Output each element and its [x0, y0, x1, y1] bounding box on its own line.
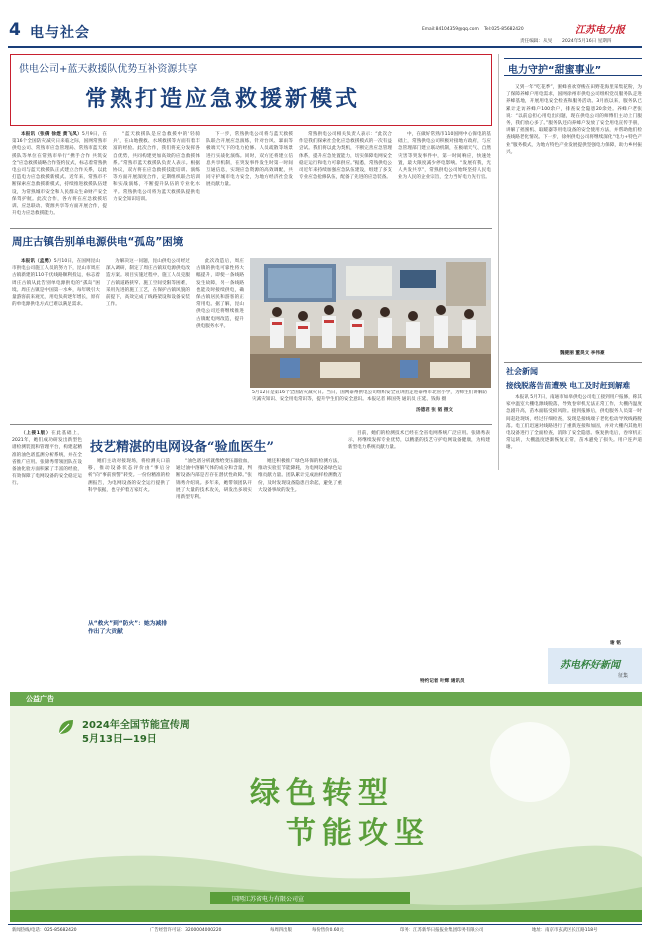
public-ad-label: 公益广告	[26, 695, 54, 703]
public-ad-slogan-2: 节能攻坚	[286, 816, 430, 851]
footer-price: 每份售价0.60元	[312, 928, 344, 933]
section-divider-2	[10, 424, 492, 425]
feature-subheading: 从“救火”到“防火”：她为减排作出了大贡献	[88, 621, 168, 635]
classroom-photo-image	[250, 258, 491, 388]
story2-col1-text: 5月10日，在国网昆山市供电公司施工人员的努力下，昆山市周庄古镇新建的110千伏线路顺利投运，标志着周庄古镇从此告别单电源供电的“孤岛”困境。周庄古镇是中国第一水乡，每年吸引大量游客前来观光，用电负荷逐年增长，原有的单电源供电方式已难以满足需求。	[12, 259, 100, 308]
small-ad-sub: 征集	[618, 673, 629, 679]
footer-address: 地址：南京市玄武区长江路118号	[532, 928, 598, 933]
feature-col2: 她们主动对接现场，将检测关口前移，推动设备状态评价由“事后分析”向“事前预警”转变。一份份精准的检测报告，为电网设备的安全运行提供了科学依据，也守护着万家灯火。	[88, 459, 170, 493]
footer-rule	[8, 924, 642, 925]
public-ad-slogan-1: 绿色转型	[250, 776, 394, 811]
story2-col1	[12, 258, 100, 366]
social-news-byline: 谢 铭	[610, 641, 621, 646]
feature-credit: 特约记者 叶辉 通讯员	[420, 679, 465, 684]
feature-col5: 目前，她们的检测技术已经在全省电网系统广泛应用。张锦秀表示，将继续发挥专业优势，以精湛的技艺守护电网设备健康，为构建新型电力系统贡献力量。	[348, 431, 490, 451]
social-news-label: 社会新闻	[506, 367, 538, 376]
lead-headline: 常熟打造应急救援新模式	[85, 86, 361, 112]
lead-byline: 本报讯（张倩 徐煜 黄飞凤）	[21, 132, 82, 137]
news-photo-classroom	[250, 258, 491, 388]
header-editor: 责任编辑：从旻	[520, 39, 553, 44]
public-ad	[10, 692, 642, 922]
photo-caption: 5月12日是第16个全国防灾减灾日。当日，国网泰州供电公司组织安全宣讲团走进泰州市北管小学，为师生们讲解防灾减灾知识、安全用电常识等，提升学生们的安全意识。本报记者 韩国英 通讯员 庄延、钱海 摄	[252, 390, 488, 402]
column-divider	[498, 54, 499, 470]
sidebar-headline: 电力守护“甜蜜事业”	[508, 65, 602, 76]
story2-col2: 为解决这一问题，昆山供电公司经过深入调研，制定了周庄古镇双电源供电改造方案。项目实施过程中，施工人员克服了古镇道路狭窄、施工空间受限等困难，采用先进的施工工艺，在保护古镇风貌的前提下，高效完成了线路架设和设备安装工作。	[106, 259, 190, 308]
lead-col1-text: 5月9日，在第16个全国防灾减灾日来临之际，国网常熟市供电公司、常熟市应急管理局、常熟市蓝天救援队等单位在常熟市举行“携手合作 共筑安全”应急救援战略合作签约仪式，标志着常熟供电公司与蓝天救援队正式建立合作关系，以此打造电力应急救援新模式。近年来，常熟市不断探索应急救援新模式，持续推进救援队伍建设，为常熟城市安全和人民群众生命财产安全保驾护航。此次合作，各方将在应急救援培训、应急联动、资源共享等方面开展合作，提升电力应急救援能力。	[12, 132, 107, 217]
small-ad-text: 苏电杯好新闻	[560, 660, 620, 671]
sidebar-text: 又到一年“吃花季”，蜜蜂喜欢穿梭在田野花海里采集花粉，为了保障养蜂户用电需求，国网徐州市供电公司组织党员服务队走进养蜂基地，开展用电安全检查和服务活动。3月底以来，服务队已累计走访养蜂户100余户，排查安全隐患20余处。养蜂户老张说：“以前总担心用电出问题，现在供电公司的师傅们主动上门服务，我们放心多了。”服务队还向养蜂户发放了安全用电宣传手册，讲解了摇蜜机、取暖器等用电设备的安全使用方法，并帮助他们检查线路老化情况。下一步，徐州供电公司将继续深化“电力+特色产业”服务模式，为地方特色产业发展提供坚强电力保障，助力乡村振兴。	[506, 85, 642, 155]
feature-col3: “油色谱分析就像给变压器验血，通过油中溶解气体的成分和含量，判断设备内部是否存在潜伏性故障。”张锦秀介绍说。多年来，她带领团队开展了大量的技术攻关，研发出多项实用新型专利。	[176, 459, 252, 501]
story2-byline: 本报讯（孟勇）	[21, 259, 54, 264]
feature-col4: 她还积极推广绿色环保的检测方法，推动实验室节能降耗，为电网设备绿色运维贡献力量。团队累计完成油样检测数万份，及时发现设备隐患百余起，避免了重大设备事故的发生。	[258, 459, 342, 493]
feature-headline: 技艺精湛的电网设备“验血医生”	[90, 440, 274, 455]
lead-kicker: 供电公司+蓝天救援队优势互补资源共享	[19, 64, 198, 75]
section-title: 电与社会	[30, 25, 90, 41]
header-date: 2024年5月16日 星期四	[562, 39, 612, 44]
footer-issue: 每周四出版	[270, 928, 292, 933]
public-ad-sponsor: 国网江苏省电力有限公司宣	[232, 896, 305, 903]
section-divider	[10, 228, 492, 229]
sidebar-byline: 魏健丽 董昊文 李伟豪	[560, 351, 605, 356]
lead-col3: 下一步，常熟供电公司将与蓝天救援队联合开展应急演练，针对台风、暴雨等极端天气下的电力抢修、人员疏散等场景进行实战化演练。同时，双方还将建立信息共享机制，在突发事件发生时第一时间互通信息，实现应急资源的高效调配，共同守护城市电力安全，为地方经济社会发展贡献力量。	[206, 132, 293, 188]
story2-headline: 周庄古镇告别单电源供电“孤岛”困境	[12, 236, 184, 248]
footer-dept: 新闻热线/电话：025-85682420	[12, 928, 77, 933]
public-ad-label-bar	[10, 692, 642, 706]
header-email: Email:84104359@qq.com	[422, 27, 479, 32]
feature-col1	[12, 430, 82, 686]
public-ad-title: 2024年全国节能宣传周	[82, 720, 190, 731]
sidebar-divider	[504, 362, 642, 363]
header-tel: Tel:025-85682420	[484, 27, 524, 32]
page-number: 4	[9, 20, 21, 40]
social-news-text: 本报讯 5月7日，南通市如皋供电公司电工接到用户报修，称其家中温室大棚电源线脱落，导致卷帘机无法正常工作，大棚内温度急剧升高，苗木面临受损风险。接到报修后，供电服务人员第一时间赶赴现场，经过仔细检查，发现是接线端子老化松动导致线路脱落。电工们迅速对线路进行了重新连接和加固，并对大棚内其他用电设备进行了全面检查，消除了安全隐患。恢复供电后，卷帘机正常运转，大棚温度逐渐恢复正常，苗木避免了损失。用户连声道谢。	[506, 395, 642, 451]
photo-credit: 汤德君 张 韬 摄文	[416, 408, 453, 413]
lead-col2: “蓝天救援队是应急救援中的‘轻骑兵’，在山地搜救、水域救援等方面有着丰富的经验。此次合作，我们将充分发挥各自优势，共同构建更加高效的应急救援体系。”常熟市蓝天救援队负责人表示。根据协议，双方将在应急救援技能培训、演练等方面开展深度合作，定期组织联合培训和实战演练，不断提升队伍的专业化水平。常熟供电公司将为蓝天救援队提供电力安全知识培训。	[113, 132, 200, 202]
story2-col3: 此次改造后，周庄古镇的供电可靠性将大幅提升，即使一条线路发生故障，另一条线路也能及时接续供电，确保古镇居民和游客的正常用电。据了解，昆山供电公司还将继续推进古镇配电网改造，提升供电服务水平。	[196, 259, 244, 329]
public-ad-dates: 5月13日—19日	[82, 734, 157, 745]
lead-col1	[12, 131, 107, 223]
feature-col1-text: 在此基础上，2021年，她们成功研发出新型色谱检测装置和管理平台，构建起精准的油色谱监测分析系统，并在全省推广应用。张锦秀带领团队在设备油化验方面积累了丰富的经验，有效保障了电网设备的安全稳定运行。	[12, 431, 82, 487]
footer-ad-license: 广告经营许可证：3200004000220	[150, 928, 222, 933]
leaf-icon	[55, 716, 77, 738]
header-rule	[8, 46, 642, 48]
social-news-headline: 接线脱落告苗遭殃 电工及时赶到解难	[506, 381, 631, 390]
footer-printer: 印务：江苏新华日报报业集团印务有限公司	[400, 928, 484, 933]
brand-logo: 江苏电力报	[575, 25, 625, 36]
lead-col4: 常熟供电公司相关负责人表示：“此次合作是我们探索社会化应急救援模式的一次有益尝试。我们将以此为契机，不断完善应急管理体系，提升应急处置能力，切实保障电网安全稳定运行和电力可靠供应。”据悉，常熟供电公司近年来持续加强应急队伍建设，组建了多支专业应急抢修队伍，配备了先进的应急装备。	[299, 132, 392, 181]
feature-byline: （上接1版）	[21, 431, 52, 436]
lead-col5: 中，在做好常熟市110国网中心保电的基础上，常熟供电公司积极对接地方政府，与应急管理部门建立联动机制，在极端天气、自然灾害等突发事件中，第一时间响应，快速处置，最大限度减少停电影响。“发展有我，光人共发共享”，常熟供电公司始终坚持人民电业为人民的企业宗旨，全力当好电力先行官。	[398, 132, 491, 181]
